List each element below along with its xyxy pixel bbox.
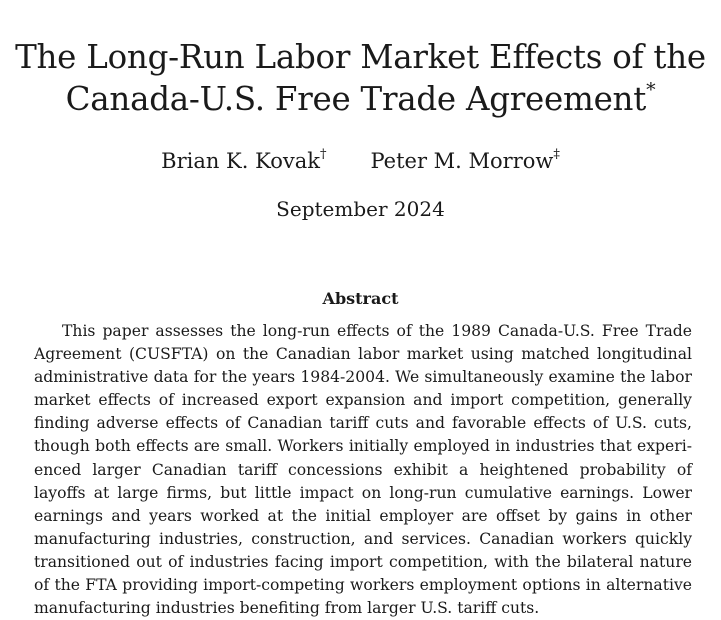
author-name: Peter M. Morrow — [370, 149, 554, 173]
author-2 — [370, 147, 559, 175]
title-footnote-mark: * — [646, 79, 656, 101]
publication-date: September 2024 — [276, 197, 445, 221]
author-list — [0, 147, 721, 175]
author-footnote-mark: ‡ — [553, 147, 560, 162]
abstract-heading: Abstract — [322, 289, 399, 308]
author-1 — [161, 147, 326, 175]
abstract-text: This paper assesses the long-run effects of the 1989 Canada-U.S. Free Trade Agreement (CUSFTA) on the Canadian labor market using matched longitudinal administrative data for the years 1984-2004. We simultaneously examine the labor market effects of increased export expansion and import competition, generally finding adverse effects of Canadian tariff cuts and favorable effects of U.S. cuts, though both effects are small. Workers initially employed in industries that experienced larger Canadian tariff concessions exhibit a heightened probability of layoffs at large firms, but little impact on long-run cumulative earnings. Lower earnings and years worked at the initial employer are offset by gains in other manufacturing industries, construction, and services. Canadian workers quickly transitioned out of industries facing import competition, with the bilateral nature of the FTA providing import-competing workers employment options in alternative manufacturing industries benefiting from larger U.S. tariff cuts. — [34, 322, 692, 618]
author-name: Brian K. Kovak — [161, 149, 320, 173]
paper-title — [0, 36, 721, 120]
title-line-2: Canada-U.S. Free Trade Agreement — [65, 80, 647, 118]
title-line-1: The Long-Run Labor Market Effects of the — [15, 38, 706, 76]
author-footnote-mark: † — [319, 147, 327, 162]
